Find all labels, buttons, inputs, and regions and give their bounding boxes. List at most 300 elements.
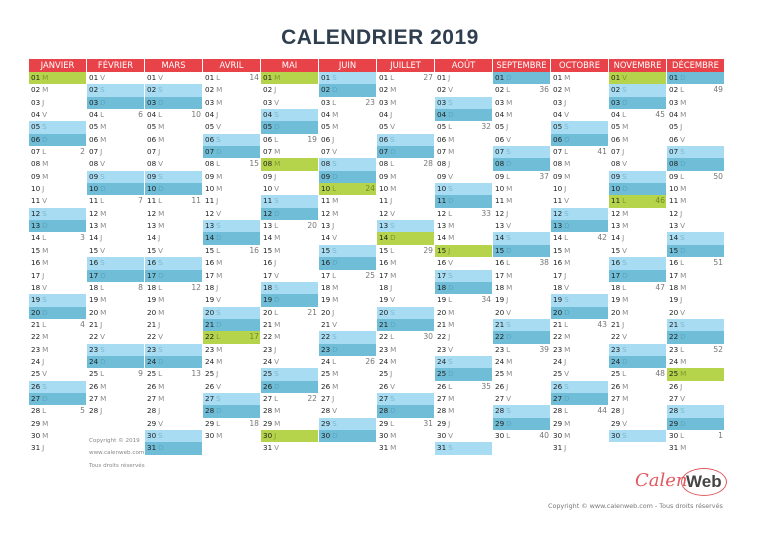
weekday-letter: V [158,332,164,342]
sunday-cell [377,319,434,331]
weekday-letter: S [274,282,279,292]
day-number: 04 [89,110,99,120]
day-cell [145,109,202,121]
weekday-letter: M [390,344,397,354]
weekday-letter: S [216,134,221,144]
day-number: 24 [611,356,621,366]
day-cell [319,368,376,380]
saturday-cell [145,344,202,356]
month-header: SEPTEMBRE [493,59,550,72]
weekday-letter: S [216,393,221,403]
weekday-letter: S [564,295,569,305]
weekday-letter: S [506,147,511,157]
weekday-letter: M [448,406,455,416]
day-number: 25 [379,369,389,379]
weekday-letter: J [680,122,683,132]
day-cell [551,418,608,430]
weekday-letter: V [564,282,570,292]
day-number: 13 [553,221,563,231]
day-cell [377,183,434,195]
weekday-letter: M [158,381,165,391]
day-cell [319,270,376,282]
weekday-letter: J [448,159,451,169]
day-cell [319,109,376,121]
weekday-letter: V [158,245,164,255]
weekday-letter: D [564,307,570,317]
day-cell [667,430,724,442]
day-cell [435,171,492,183]
week-number: 20 [307,221,317,231]
holiday-cell [609,195,666,207]
day-number: 15 [611,245,621,255]
day-cell [377,84,434,96]
day-number: 24 [263,356,273,366]
weekday-letter: D [506,159,512,169]
day-number: 14 [437,233,447,243]
day-cell [261,146,318,158]
day-cell [435,257,492,269]
weekday-letter: V [158,159,164,169]
weekday-letter: L [332,356,337,366]
weekday-letter: D [448,196,454,206]
day-cell [377,270,434,282]
weekday-letter: D [506,332,512,342]
month-header: JUILLET [377,59,434,72]
day-number: 01 [379,73,389,82]
saturday-cell [493,146,550,158]
day-cell [377,245,434,257]
day-number: 08 [553,159,563,169]
weekday-letter: J [158,319,161,329]
week-number: 45 [655,110,665,120]
day-number: 25 [263,369,273,379]
day-number: 11 [611,196,621,206]
day-cell [493,270,550,282]
weekday-letter: M [332,110,339,120]
day-number: 31 [379,443,389,453]
month-header: JANVIER [29,59,86,72]
day-cell [145,134,202,146]
weekday-letter: J [274,85,277,95]
day-number: 06 [437,134,447,144]
weekday-letter: D [42,307,48,317]
weekday-letter: D [332,258,338,268]
weekday-letter: M [448,134,455,144]
day-number: 21 [263,319,273,329]
week-number: 49 [713,85,723,95]
day-cell [435,84,492,96]
saturday-cell [319,158,376,170]
week-number: 42 [597,233,607,243]
day-cell [261,356,318,368]
day-cell [29,319,86,331]
day-number: 06 [321,134,331,144]
day-cell [435,232,492,244]
day-number: 06 [495,134,505,144]
saturday-cell [551,208,608,220]
day-number: 08 [669,159,679,169]
weekday-letter: M [158,393,165,403]
day-number: 19 [553,295,563,305]
month-header: MAI [261,59,318,72]
day-number: 18 [263,282,273,292]
day-number: 13 [89,221,99,231]
day-cell [87,158,144,170]
day-number: 29 [379,418,389,428]
weekday-letter: M [216,344,223,354]
day-number: 16 [495,258,505,268]
weekday-letter: J [506,295,509,305]
day-number: 24 [147,356,157,366]
weekday-letter: V [680,393,686,403]
weekday-letter: M [42,344,49,354]
sunday-cell [667,72,724,84]
day-cell [551,232,608,244]
day-number: 16 [205,258,215,268]
weekday-letter: M [564,418,571,428]
weekday-letter: M [680,443,687,453]
day-number: 18 [553,282,563,292]
day-number: 18 [437,282,447,292]
weekday-letter: L [390,332,395,342]
day-number: 25 [89,369,99,379]
day-number: 09 [437,171,447,181]
copyright-rights: Tous droits réservés [89,462,145,469]
day-cell [493,282,550,294]
weekday-letter: J [216,369,219,379]
saturday-cell [435,356,492,368]
day-number: 18 [89,282,99,292]
weekday-letter: D [100,97,106,107]
weekday-letter: J [332,307,335,317]
saturday-cell [551,294,608,306]
weekday-letter: M [506,97,513,107]
week-number: 21 [307,307,317,317]
day-cell [87,245,144,257]
day-number: 16 [89,258,99,268]
weekday-letter: V [42,110,48,120]
day-cell [29,146,86,158]
month-header: MARS [145,59,202,72]
day-number: 04 [321,110,331,120]
weekday-letter: M [680,196,687,206]
day-number: 21 [31,319,41,329]
weekday-letter: J [274,258,277,268]
weekday-letter: M [680,356,687,366]
weekday-letter: M [390,443,397,453]
day-number: 15 [263,245,273,255]
weekday-letter: S [448,356,453,366]
day-number: 16 [553,258,563,268]
weekday-letter: L [680,258,685,268]
day-number: 13 [669,221,679,231]
day-cell [551,171,608,183]
weekday-letter: D [332,344,338,354]
day-number: 16 [147,258,157,268]
day-cell [435,220,492,232]
sunday-cell [29,134,86,146]
saturday-cell [87,257,144,269]
day-cell [667,134,724,146]
day-number: 14 [379,233,389,243]
day-number: 10 [495,184,505,194]
weekday-letter: D [274,295,280,305]
weekday-letter: J [390,110,393,120]
saturday-cell [145,430,202,442]
weekday-letter: V [332,319,338,329]
day-cell [377,381,434,393]
weekday-letter: L [216,73,221,82]
saturday-cell [667,232,724,244]
weekday-letter: V [274,356,280,366]
weekday-letter: M [216,430,223,440]
sunday-cell [551,220,608,232]
holiday-cell [29,72,86,84]
day-cell [377,442,434,454]
weekday-letter: L [100,282,105,292]
day-number: 02 [553,85,563,95]
weekday-letter: D [564,393,570,403]
day-number: 20 [495,307,505,317]
day-cell [319,282,376,294]
weekday-letter: M [506,110,513,120]
day-number: 04 [263,110,273,120]
weekday-letter: S [42,122,47,132]
week-number: 4 [80,319,85,329]
day-number: 05 [321,122,331,132]
sunday-cell [29,393,86,405]
day-number: 14 [321,233,331,243]
day-number: 11 [669,196,679,206]
weekday-letter: M [100,381,107,391]
day-cell [551,158,608,170]
day-number: 30 [495,430,505,440]
sunday-cell [435,368,492,380]
week-number: 6 [138,110,143,120]
day-cell [29,331,86,343]
weekday-letter: D [274,381,280,391]
day-number: 05 [205,122,215,132]
weekday-letter: V [158,73,164,82]
day-number: 20 [321,307,331,317]
weekday-letter: D [622,97,628,107]
day-cell [493,171,550,183]
weekday-letter: M [390,430,397,440]
day-cell [377,158,434,170]
day-cell [261,220,318,232]
sunday-cell [203,232,260,244]
weekday-letter: V [216,208,222,218]
day-number: 08 [31,159,41,169]
day-number: 22 [669,332,679,342]
day-number: 20 [553,307,563,317]
weekday-letter: L [448,122,453,132]
day-cell [493,134,550,146]
weekday-letter: L [216,245,221,255]
day-cell [203,356,260,368]
day-number: 25 [495,369,505,379]
month-header: NOVEMBRE [609,59,666,72]
day-number: 12 [89,208,99,218]
day-number: 13 [379,221,389,231]
holiday-cell [435,245,492,257]
day-number: 19 [495,295,505,305]
day-number: 02 [611,85,621,95]
weekday-letter: L [100,196,105,206]
day-number: 12 [321,208,331,218]
day-number: 13 [147,221,157,231]
weekday-letter: S [448,97,453,107]
copyright-url: www.calenweb.com [89,450,145,457]
day-number: 20 [437,307,447,317]
day-cell [29,405,86,417]
weekday-letter: D [564,221,570,231]
day-cell [667,270,724,282]
weekday-letter: L [564,233,569,243]
weekday-letter: S [622,85,627,95]
day-number: 13 [31,221,41,231]
weekday-letter: M [506,196,513,206]
weekday-letter: S [390,393,395,403]
sunday-cell [493,72,550,84]
day-number: 30 [669,430,679,440]
day-number: 09 [263,171,273,181]
day-number: 01 [31,73,41,82]
day-cell [87,232,144,244]
weekday-letter: D [158,270,164,280]
weekday-letter: M [448,221,455,231]
weekday-letter: L [390,418,395,428]
weekday-letter: S [506,233,511,243]
weekday-letter: M [390,184,397,194]
day-cell [435,331,492,343]
day-number: 11 [553,196,563,206]
weekday-letter: J [622,147,625,157]
weekday-letter: V [332,406,338,416]
weekday-letter: J [390,196,393,206]
weekday-letter: J [680,208,683,218]
day-number: 31 [147,443,157,453]
weekday-letter: M [506,356,513,366]
day-number: 30 [263,430,273,440]
day-cell [145,393,202,405]
weekday-letter: S [680,233,685,243]
weekday-letter: M [564,73,571,82]
day-number: 07 [89,147,99,157]
weekday-letter: M [216,85,223,95]
weekday-letter: J [564,270,567,280]
saturday-cell [203,134,260,146]
day-number: 26 [553,381,563,391]
weekday-letter: M [564,85,571,95]
day-cell [551,405,608,417]
calendar-grid [29,59,725,455]
day-cell [145,319,202,331]
day-number: 26 [437,381,447,391]
weekday-letter: M [564,171,571,181]
weekday-letter: S [390,221,395,231]
day-cell [609,282,666,294]
weekday-letter: J [42,97,45,107]
day-number: 09 [31,171,41,181]
day-number: 25 [669,369,679,379]
logo-web-text: Web [686,472,722,491]
weekday-letter: V [216,381,222,391]
weekday-letter: S [216,307,221,317]
weekday-letter: L [564,406,569,416]
month-column [435,59,493,455]
day-number: 16 [669,258,679,268]
weekday-letter: V [680,134,686,144]
footer-copyright: Copyright © www.calenweb.com - Tous droits réservés [548,502,723,510]
day-cell [261,232,318,244]
day-number: 23 [553,344,563,354]
weekday-letter: L [332,270,337,280]
day-cell [493,97,550,109]
weekday-letter: M [332,381,339,391]
day-number: 25 [611,369,621,379]
day-number: 17 [437,270,447,280]
weekday-letter: M [158,122,165,132]
weekday-letter: M [42,171,49,181]
day-cell [29,84,86,96]
day-number: 21 [205,319,215,329]
day-number: 02 [669,85,679,95]
day-number: 25 [437,369,447,379]
day-number: 11 [31,196,41,206]
day-number: 22 [553,332,563,342]
day-cell [87,146,144,158]
day-cell [493,344,550,356]
day-number: 22 [611,332,621,342]
weekday-letter: M [622,208,629,218]
day-cell [261,393,318,405]
weekday-letter: M [274,159,281,169]
day-cell [493,430,550,442]
day-number: 01 [495,73,505,82]
month-column [319,59,377,455]
week-number: 24 [365,184,375,194]
weekday-letter: V [390,208,396,218]
day-cell [261,183,318,195]
day-number: 11 [205,196,215,206]
day-number: 24 [321,356,331,366]
day-number: 11 [495,196,505,206]
weekday-letter: J [158,147,161,157]
day-number: 25 [205,369,215,379]
weekday-letter: J [622,319,625,329]
weekday-letter: S [158,85,163,95]
day-number: 11 [89,196,99,206]
weekday-letter: M [100,307,107,317]
day-number: 28 [205,406,215,416]
day-cell [551,97,608,109]
day-cell [29,270,86,282]
day-number: 01 [611,73,621,82]
weekday-letter: M [390,171,397,181]
saturday-cell [493,319,550,331]
weekday-letter: M [390,258,397,268]
day-cell [29,282,86,294]
weekday-letter: M [680,110,687,120]
weekday-letter: M [506,184,513,194]
day-cell [435,134,492,146]
day-cell [261,134,318,146]
weekday-letter: L [42,319,47,329]
weekday-letter: M [622,393,629,403]
week-number: 19 [307,134,317,144]
day-number: 30 [611,430,621,440]
